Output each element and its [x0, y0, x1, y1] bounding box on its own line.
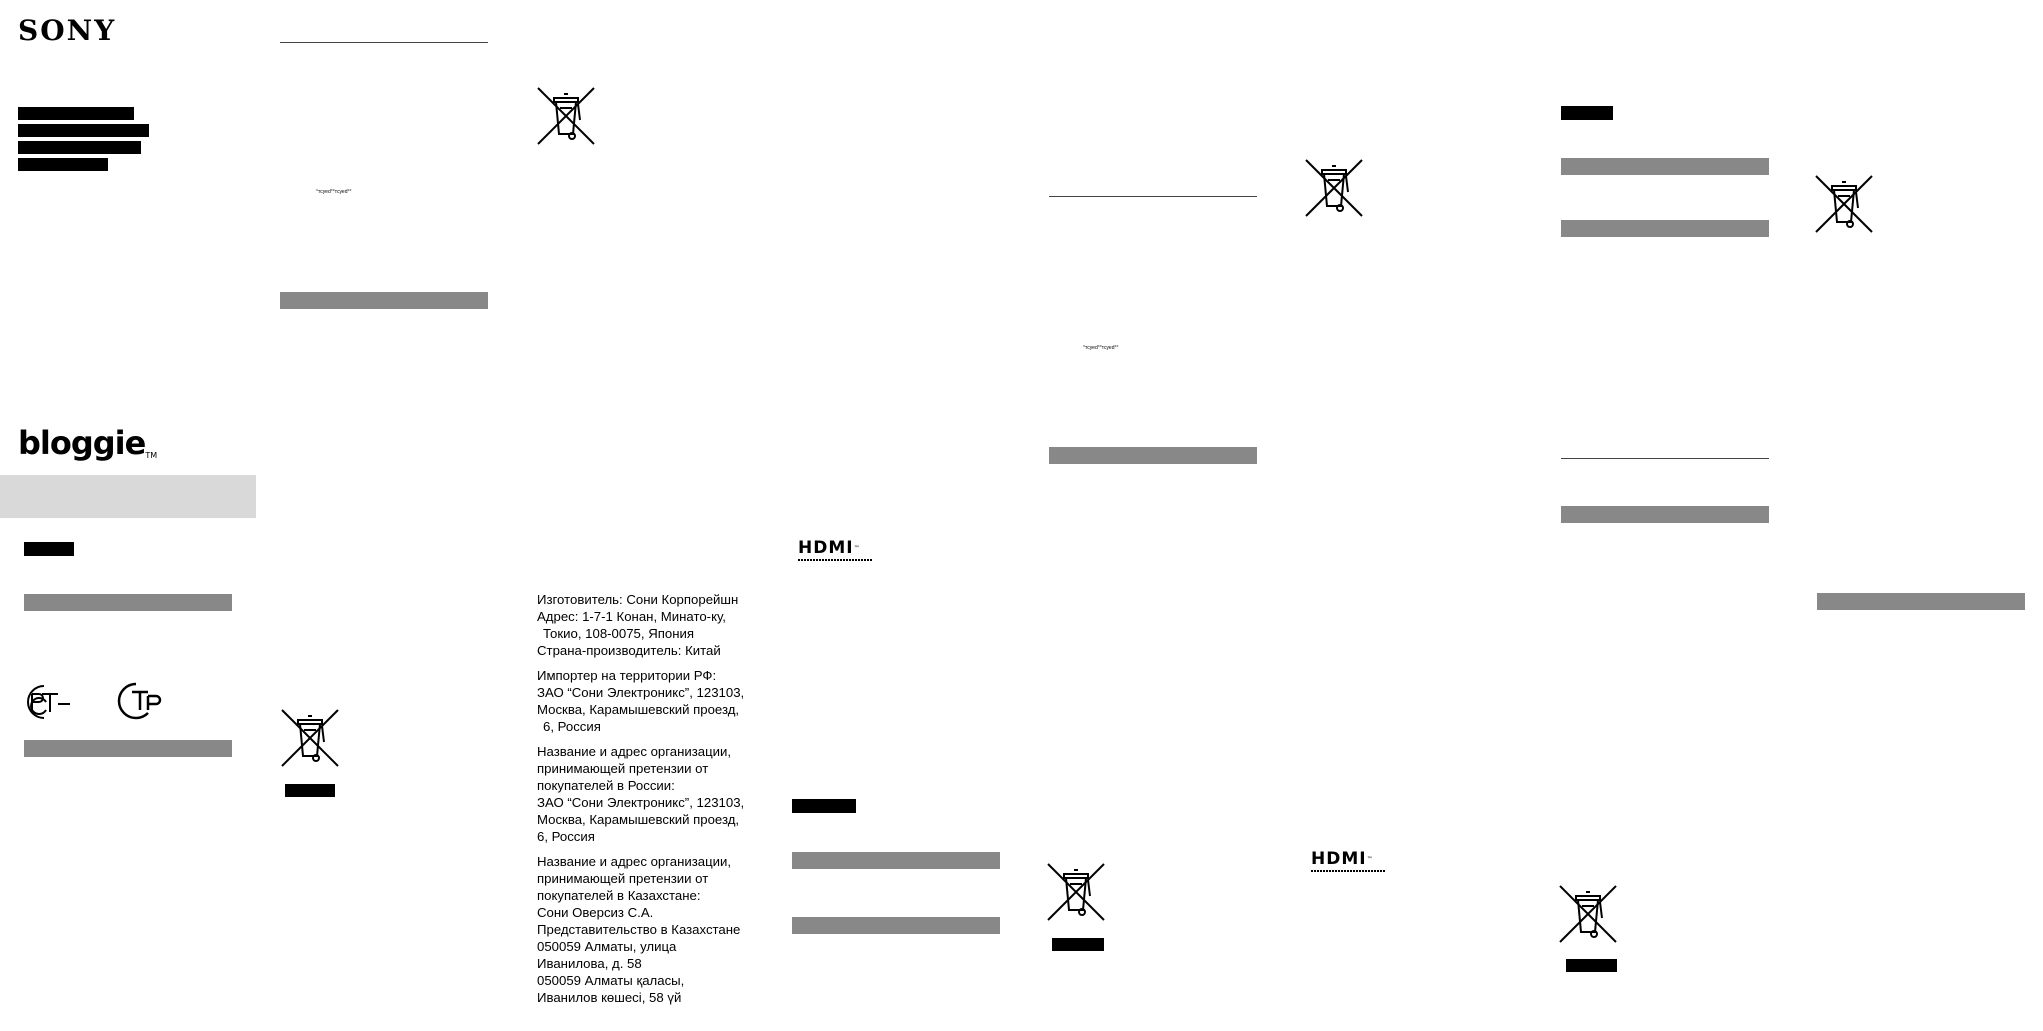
pct-certification-mark	[22, 682, 76, 722]
text-line: принимающей претензии от	[537, 871, 709, 886]
redacted-title-line-1	[18, 107, 134, 120]
language-tag	[792, 799, 856, 813]
text-line: Москва, Карамышевский проезд,	[537, 702, 740, 717]
section-heading-band	[24, 594, 232, 611]
text-line: Изготовитель: Сони Корпорейшн	[537, 592, 739, 607]
weee-crossed-bin-icon	[1044, 860, 1108, 924]
text-line: ЗАО “Сони Электроникс”, 123103,	[537, 795, 745, 810]
redacted-title-line-4	[18, 158, 108, 171]
weee-crossed-bin-icon	[1812, 172, 1876, 236]
text-line: 6, Россия	[543, 719, 601, 734]
section-heading-band	[280, 292, 488, 309]
text-line: Сони Оверсиз С.А.	[537, 905, 654, 920]
text-line: 050059 Алматы, улица	[537, 939, 677, 954]
language-tag	[1561, 106, 1613, 120]
section-heading-band	[792, 917, 1000, 934]
text-line: Иванилова, д. 58	[537, 956, 642, 971]
eac-certification-mark	[108, 680, 164, 722]
hdmi-logo: HDMI™	[798, 540, 878, 562]
section-heading-band	[24, 740, 232, 757]
language-tag	[24, 542, 74, 556]
text-line: 050059 Алматы қаласы,	[537, 973, 685, 988]
model-panel	[0, 475, 256, 518]
language-tag	[285, 784, 335, 797]
hdmi-logo: HDMI™	[1311, 851, 1391, 873]
horizontal-rule	[1561, 458, 1769, 459]
section-heading-band	[1817, 593, 2025, 610]
bloggie-logo: bloggie™	[18, 424, 158, 462]
text-line: покупателей в России:	[537, 778, 675, 793]
weee-crossed-bin-icon	[1302, 156, 1366, 220]
claims-russia-info	[537, 743, 777, 845]
text-line: Название и адрес организации,	[537, 854, 732, 869]
sony-logo: SONY	[18, 14, 117, 47]
text-line: принимающей претензии от	[537, 761, 709, 776]
weee-crossed-bin-icon	[278, 706, 342, 770]
text-line: Токио, 108-0075, Япония	[543, 626, 695, 641]
redacted-title-line-3	[18, 141, 141, 154]
text-line: Адрес: 1-7-1 Конан, Минато-ку,	[537, 609, 726, 624]
tiny-mark: °тсуеd°°тсуеd°°	[316, 189, 352, 195]
importer-info	[537, 667, 777, 735]
text-line: Импортер на территории РФ:	[537, 668, 717, 683]
section-heading-band	[1049, 447, 1257, 464]
text-line: ЗАО “Сони Электроникс”, 123103,	[537, 685, 745, 700]
section-heading-band	[1561, 158, 1769, 175]
horizontal-rule	[280, 42, 488, 43]
redacted-title-line-2	[18, 124, 149, 137]
russian-info-block	[537, 591, 777, 1014]
tiny-mark: °тсуеd°°тсуеd°°	[1083, 345, 1119, 351]
text-line: Страна-производитель: Китай	[537, 643, 721, 658]
text-line: Иванилов көшесі, 58 үй	[537, 990, 682, 1005]
language-tag	[1566, 959, 1617, 972]
section-heading-band	[1561, 506, 1769, 523]
text-line: 6, Россия	[537, 829, 595, 844]
text-line: Представительство в Казахстане	[537, 922, 741, 937]
section-heading-band	[792, 852, 1000, 869]
text-line: покупателей в Казахстане:	[537, 888, 701, 903]
text-line: Москва, Карамышевский проезд,	[537, 812, 740, 827]
section-heading-band	[1561, 220, 1769, 237]
weee-crossed-bin-icon	[1556, 882, 1620, 946]
claims-kazakhstan-info	[537, 853, 777, 1006]
horizontal-rule	[1049, 196, 1257, 197]
language-tag	[1052, 938, 1104, 951]
weee-crossed-bin-icon	[534, 84, 598, 148]
manufacturer-info	[537, 591, 777, 659]
text-line: Название и адрес организации,	[537, 744, 732, 759]
